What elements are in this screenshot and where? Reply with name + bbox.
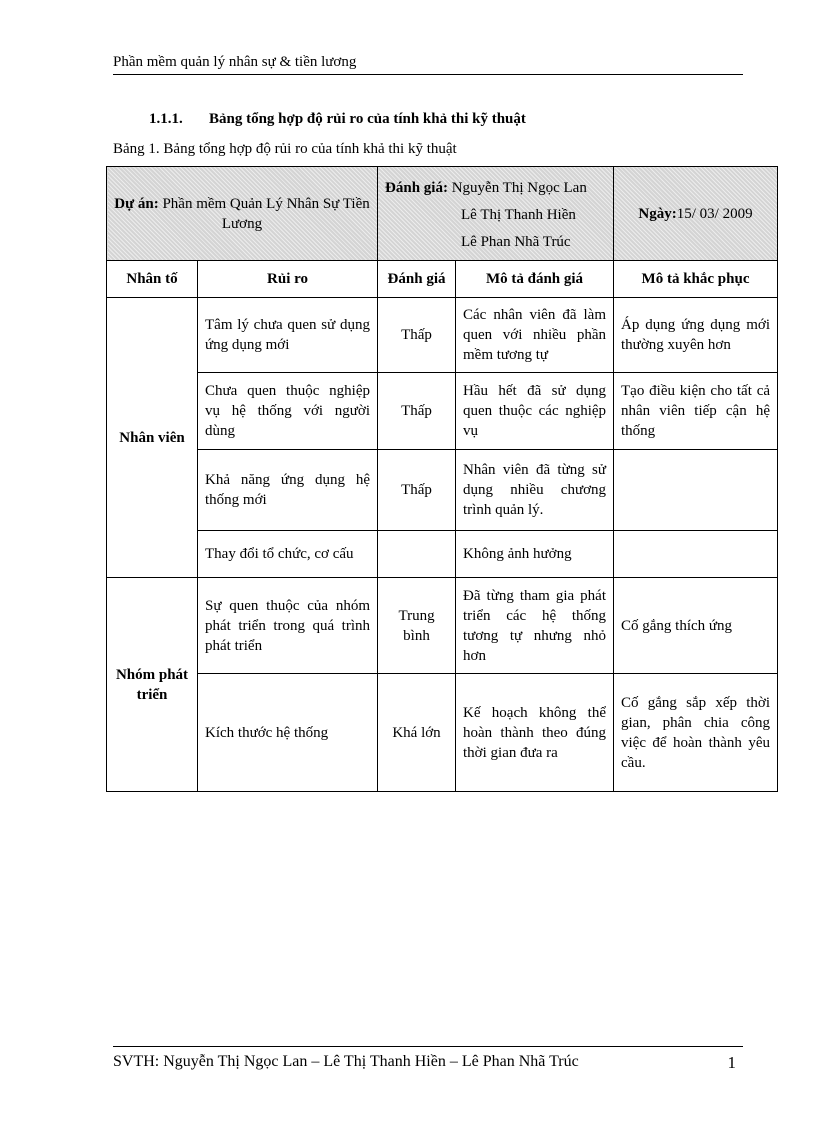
risk-cell: Kích thước hệ thống xyxy=(198,674,378,792)
column-header: Nhân tố xyxy=(107,261,198,298)
page-number: 1 xyxy=(727,1053,736,1072)
desc-cell: Đã từng tham gia phát triển các hệ thống tương tự nhưng nhỏ hơn xyxy=(456,578,614,674)
evaluator-label: Đánh giá: xyxy=(385,180,448,196)
fix-cell: Tạo điều kiện cho tất cả nhân viên tiếp cận hệ thống xyxy=(614,373,778,450)
fix-cell xyxy=(614,450,778,531)
level-cell: Thấp xyxy=(378,373,456,450)
column-header: Đánh giá xyxy=(378,261,456,298)
column-header: Rủi ro xyxy=(198,261,378,298)
table-caption: Bảng 1. Bảng tổng hợp độ rủi ro của tính khả thi kỹ thuật xyxy=(113,141,457,157)
risk-cell: Thay đổi tổ chức, cơ cấu xyxy=(198,531,378,578)
desc-cell: Nhân viên đã từng sử dụng nhiều chương trình quản lý. xyxy=(456,450,614,531)
level-cell xyxy=(378,531,456,578)
table-row xyxy=(107,531,778,578)
risk-cell: Tâm lý chưa quen sử dụng ứng dụng mới xyxy=(198,298,378,373)
desc-cell: Kế hoạch không thể hoàn thành theo đúng thời gian đưa ra xyxy=(456,674,614,792)
section-title: Bảng tổng hợp độ rủi ro của tính khả thi kỹ thuật xyxy=(209,111,526,127)
evaluator-name: Nguyễn Thị Ngọc Lan xyxy=(451,180,587,196)
date-value: 15/ 03/ 2009 xyxy=(676,205,753,222)
section-number: 1.1.1. xyxy=(149,111,183,127)
fix-cell: Cố gắng sắp xếp thời gian, phân chia công việc để hoàn thành yêu cầu. xyxy=(614,674,778,792)
date-label: Ngày: xyxy=(638,205,677,222)
level-cell: Thấp xyxy=(378,450,456,531)
desc-cell: Hầu hết đã sử dụng quen thuộc các nghiệp vụ xyxy=(456,373,614,450)
project-value: Phần mềm Quản Lý Nhân Sự Tiền Lương xyxy=(162,195,370,232)
level-cell: Trung bình xyxy=(378,578,456,674)
desc-cell: Không ảnh hưởng xyxy=(456,531,614,578)
table-header-row xyxy=(107,261,778,298)
date-cell xyxy=(614,167,778,261)
table-row xyxy=(107,373,778,450)
table-row xyxy=(107,674,778,792)
fix-cell: Áp dụng ứng dụng mới thường xuyên hơn xyxy=(614,298,778,373)
column-header: Mô tả khắc phục xyxy=(614,261,778,298)
evaluator-name: Lê Thị Thanh Hiền xyxy=(461,207,576,223)
column-header: Mô tả đánh giá xyxy=(456,261,614,298)
evaluator-name: Lê Phan Nhã Trúc xyxy=(461,234,571,250)
evaluator-cell xyxy=(378,167,614,261)
project-cell xyxy=(107,167,378,261)
table-row xyxy=(107,578,778,674)
page-footer xyxy=(113,1046,743,1071)
desc-cell: Các nhân viên đã làm quen với nhiều phần mềm tương tự xyxy=(456,298,614,373)
section-heading xyxy=(149,111,526,128)
page-header: Phần mềm quản lý nhân sự & tiền lương xyxy=(113,52,743,75)
footer-text: SVTH: Nguyễn Thị Ngọc Lan – Lê Thị Thanh Hiền – Lê Phan Nhã Trúc xyxy=(113,1053,579,1070)
level-cell: Khá lớn xyxy=(378,674,456,792)
risk-cell: Sự quen thuộc của nhóm phát triển trong quá trình phát triển xyxy=(198,578,378,674)
table-row xyxy=(107,450,778,531)
factor-cell: Nhóm phát triển xyxy=(107,578,198,792)
table-info-row xyxy=(107,167,778,261)
table-row xyxy=(107,298,778,373)
fix-cell: Cố gắng thích ứng xyxy=(614,578,778,674)
risk-table xyxy=(106,166,778,792)
evaluator-line-1 xyxy=(385,175,606,202)
fix-cell xyxy=(614,531,778,578)
level-cell: Thấp xyxy=(378,298,456,373)
factor-cell: Nhân viên xyxy=(107,298,198,578)
project-label: Dự án: xyxy=(114,195,159,212)
risk-cell: Khả năng ứng dụng hệ thống mới xyxy=(198,450,378,531)
risk-cell: Chưa quen thuộc nghiệp vụ hệ thống với người dùng xyxy=(198,373,378,450)
